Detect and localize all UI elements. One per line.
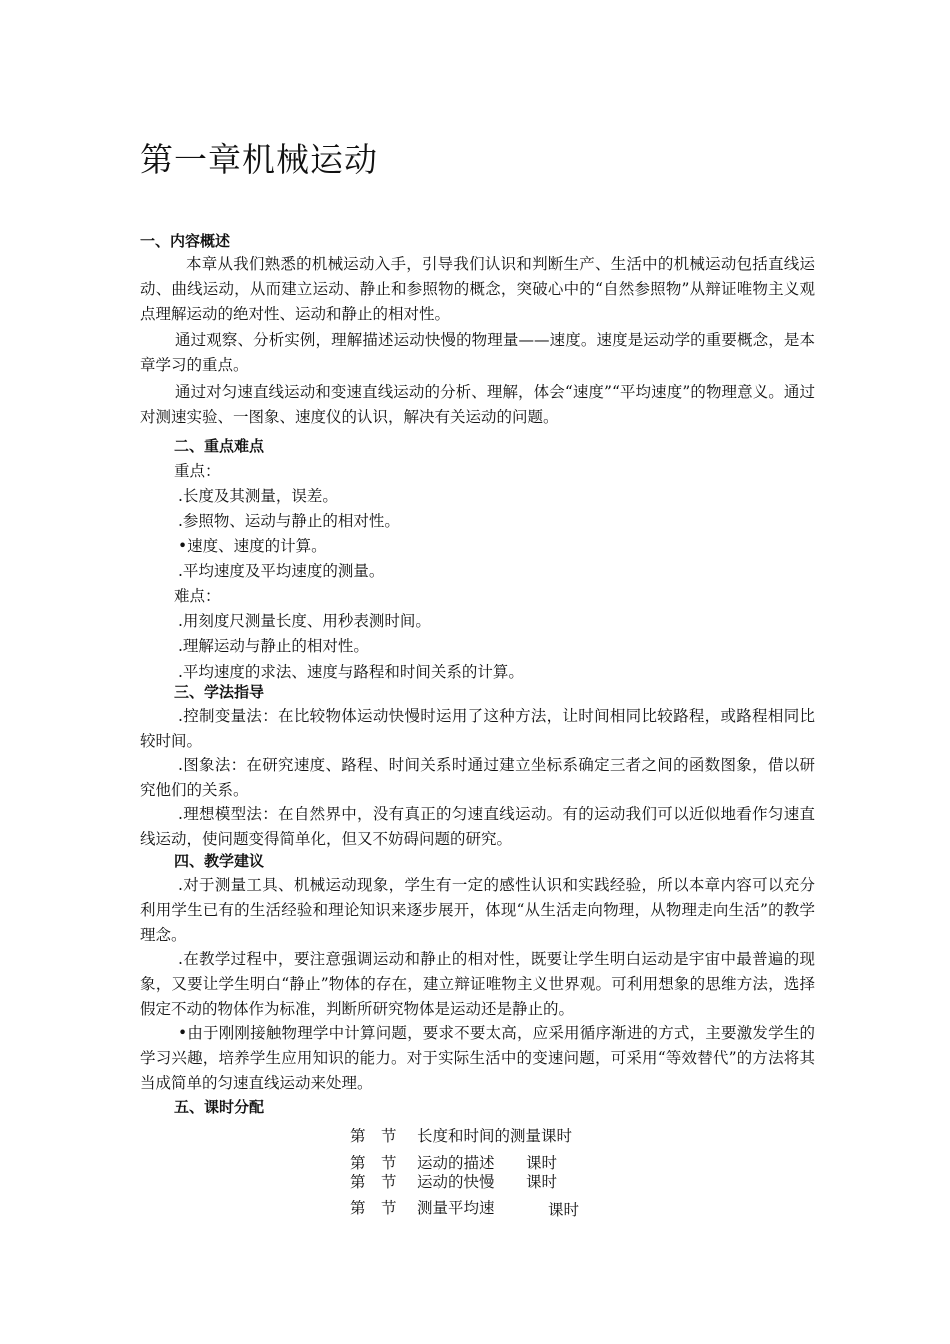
schedule-row-name: 测量平均速 — [417, 1199, 495, 1217]
section-heading-study-methods: 三、学法指导 — [174, 683, 265, 701]
key-point-item: .长度及其测量，误差。 — [178, 487, 338, 505]
overview-paragraph: 本章从我们熟悉的机械运动入手，引导我们认识和判断生产、生活中的机械运动包括直线运动、曲线运动，从而建立运动、静止和参照物的概念，突破心中的“自然参照物”从辩证唯物主义观点理解运动的绝对性、运动和静止的相对性。 — [140, 255, 815, 323]
difficult-point-item: .平均速度的求法、速度与路程和时间关系的计算。 — [178, 663, 524, 681]
study-method-paragraph: .图象法：在研究速度、路程、时间关系时通过建立坐标系确定三者之间的函数图象，借以研究他们的关系。 — [140, 756, 815, 799]
difficult-point-item: .用刻度尺测量长度、用秒表测时间。 — [178, 612, 431, 630]
overview-paragraph: 通过对匀速直线运动和变速直线运动的分析、理解，体会“速度”“平均速度”的物理意义。通过对测速实验、一图象、速度仪的认识，解决有关运动的问题。 — [140, 383, 815, 426]
schedule-row-prefix: 第 节 — [350, 1199, 397, 1217]
study-method-paragraph: .控制变量法：在比较物体运动快慢时运用了这种方法，让时间相同比较路程，或路程相同比较时间。 — [140, 707, 815, 750]
schedule-row-hours: 课时 — [526, 1154, 558, 1172]
key-point-item: .平均速度及平均速度的测量。 — [178, 562, 385, 580]
key-point-item: •速度、速度的计算。 — [178, 537, 327, 555]
section-heading-teaching-suggestions: 四、教学建议 — [174, 852, 265, 870]
section-heading-overview: 一、内容概述 — [140, 232, 231, 250]
difficult-points-label: 难点： — [174, 587, 221, 605]
schedule-row-name: 长度和时间的测量课时 — [417, 1127, 573, 1145]
schedule-row-hours: 课时 — [526, 1173, 558, 1191]
schedule-row-name: 运动的描述 — [417, 1154, 495, 1172]
teaching-suggestion-paragraph: •由于刚刚接触物理学中计算问题，要求不要太高，应采用循序渐进的方式，主要激发学生的学习兴趣，培养学生应用知识的能力。对于实际生活中的变速问题，可采用“等效替代”的方法将其当成简单的匀速直线运动来处理。 — [140, 1024, 815, 1092]
teaching-suggestion-paragraph: .在教学过程中，要注意强调运动和静止的相对性，既要让学生明白运动是宇宙中最普遍的现象，又要让学生明白“静止”物体的存在，建立辩证唯物主义世界观。可利用想象的思维方法，选择假定不动的物体作为标准，判断所研究物体是运动还是静止的。 — [140, 950, 815, 1018]
key-points-label: 重点： — [174, 462, 221, 480]
teaching-suggestion-paragraph: .对于测量工具、机械运动现象，学生有一定的感性认识和实践经验，所以本章内容可以充分利用学生已有的生活经验和理论知识来逐步展开，体现“从生活走向物理，从物理走向生活”的教学理念。 — [140, 876, 815, 944]
difficult-point-item: .理解运动与静止的相对性。 — [178, 637, 369, 655]
schedule-row-name: 运动的快慢 — [417, 1173, 495, 1191]
schedule-row-prefix: 第 节 — [350, 1127, 397, 1145]
section-heading-key-points: 二、重点难点 — [174, 437, 265, 455]
key-point-item: .参照物、运动与静止的相对性。 — [178, 512, 400, 530]
section-heading-schedule: 五、课时分配 — [174, 1098, 265, 1116]
schedule-row-hours: 课时 — [548, 1201, 580, 1219]
schedule-row-prefix: 第 节 — [350, 1173, 397, 1191]
schedule-row-prefix: 第 节 — [350, 1154, 397, 1172]
overview-paragraph: 通过观察、分析实例，理解描述运动快慢的物理量——速度。速度是运动学的重要概念，是本章学习的重点。 — [140, 331, 815, 374]
study-method-paragraph: .理想模型法：在自然界中，没有真正的匀速直线运动。有的运动我们可以近似地看作匀速直线运动，使问题变得简单化，但又不妨碍问题的研究。 — [140, 805, 815, 848]
page-title: 第一章机械运动 — [140, 140, 378, 179]
